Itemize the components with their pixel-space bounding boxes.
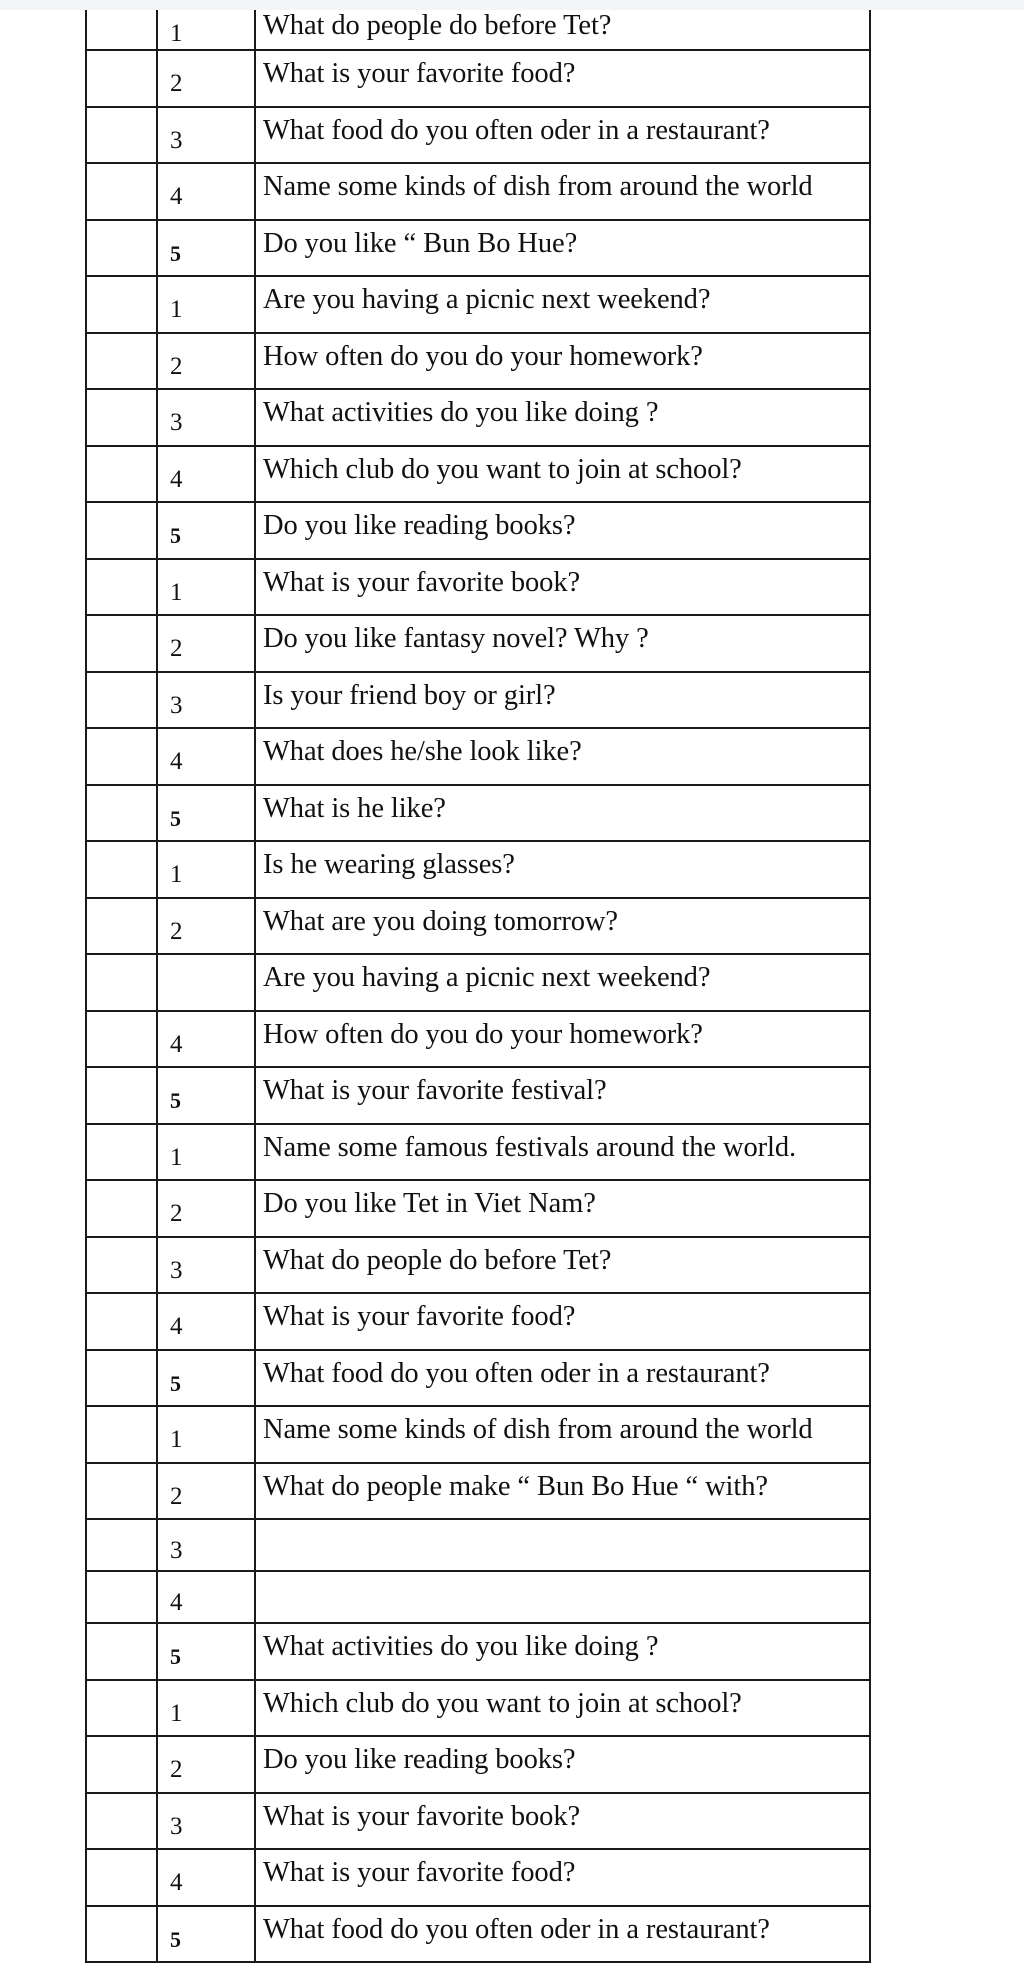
row-number: 5	[157, 220, 255, 277]
blank-cell	[86, 502, 157, 559]
table-row	[86, 954, 870, 1011]
table-row	[86, 1011, 870, 1068]
blank-cell	[86, 559, 157, 616]
row-number: 4	[157, 728, 255, 785]
question-text: What food do you often oder in a restaurant?	[255, 107, 870, 164]
row-number: 5	[157, 502, 255, 559]
row-number: 2	[157, 615, 255, 672]
blank-cell	[86, 1736, 157, 1793]
row-number: 4	[157, 1011, 255, 1068]
question-text: Do you like reading books?	[255, 1736, 870, 1793]
question-text: What do people do before Tet?	[255, 10, 870, 50]
question-text: Are you having a picnic next weekend?	[255, 954, 870, 1011]
question-text: What food do you often oder in a restaurant?	[255, 1906, 870, 1963]
blank-cell	[86, 898, 157, 955]
question-text: What is your favorite food?	[255, 50, 870, 107]
row-number: 4	[157, 1849, 255, 1906]
row-number: 5	[157, 1067, 255, 1124]
table-row	[86, 446, 870, 503]
table-row	[86, 220, 870, 277]
document-page	[0, 10, 1024, 1983]
row-number: 4	[157, 163, 255, 220]
table-row	[86, 333, 870, 390]
table-row	[86, 1736, 870, 1793]
question-text: Is your friend boy or girl?	[255, 672, 870, 729]
row-number: 4	[157, 446, 255, 503]
table-row	[86, 1571, 870, 1623]
row-number: 5	[157, 1906, 255, 1963]
blank-cell	[86, 1849, 157, 1906]
table-row	[86, 502, 870, 559]
question-text: What activities do you like doing ?	[255, 389, 870, 446]
row-number: 1	[157, 10, 255, 50]
table-row	[86, 1067, 870, 1124]
row-number: 4	[157, 1571, 255, 1623]
row-number: 3	[157, 389, 255, 446]
row-number: 2	[157, 1463, 255, 1520]
row-number: 4	[157, 1293, 255, 1350]
blank-cell	[86, 446, 157, 503]
row-number: 5	[157, 1623, 255, 1680]
blank-cell	[86, 1680, 157, 1737]
blank-cell	[86, 1571, 157, 1623]
blank-cell	[86, 1906, 157, 1963]
row-number: 2	[157, 50, 255, 107]
blank-cell	[86, 276, 157, 333]
blank-cell	[86, 163, 157, 220]
table-row	[86, 1463, 870, 1520]
question-text	[255, 1571, 870, 1623]
blank-cell	[86, 1406, 157, 1463]
table-row	[86, 163, 870, 220]
question-text: What is he like?	[255, 785, 870, 842]
blank-cell	[86, 107, 157, 164]
question-text: What do people do before Tet?	[255, 1237, 870, 1294]
question-text: What is your favorite book?	[255, 559, 870, 616]
table-row	[86, 276, 870, 333]
table-row	[86, 389, 870, 446]
question-text: Do you like reading books?	[255, 502, 870, 559]
row-number: 2	[157, 333, 255, 390]
blank-cell	[86, 954, 157, 1011]
question-text: Which club do you want to join at school?	[255, 446, 870, 503]
question-text: Are you having a picnic next weekend?	[255, 276, 870, 333]
row-number: 5	[157, 1350, 255, 1407]
blank-cell	[86, 1623, 157, 1680]
row-number: 1	[157, 1124, 255, 1181]
row-number: 3	[157, 672, 255, 729]
question-text: Name some famous festivals around the world.	[255, 1124, 870, 1181]
table-row	[86, 1680, 870, 1737]
question-text: What is your favorite book?	[255, 1793, 870, 1850]
question-text: Name some kinds of dish from around the world	[255, 1406, 870, 1463]
question-text: Which club do you want to join at school?	[255, 1680, 870, 1737]
table-row	[86, 728, 870, 785]
blank-cell	[86, 1793, 157, 1850]
blank-cell	[86, 615, 157, 672]
table-row	[86, 1124, 870, 1181]
row-number: 3	[157, 1519, 255, 1571]
table-row	[86, 1350, 870, 1407]
blank-cell	[86, 1067, 157, 1124]
blank-cell	[86, 1237, 157, 1294]
blank-cell	[86, 1519, 157, 1571]
question-text	[255, 1519, 870, 1571]
table-row	[86, 841, 870, 898]
question-text: What is your favorite festival?	[255, 1067, 870, 1124]
table-row	[86, 1623, 870, 1680]
table-row	[86, 1237, 870, 1294]
blank-cell	[86, 785, 157, 842]
table-row	[86, 1793, 870, 1850]
question-text: What do people make “ Bun Bo Hue “ with?	[255, 1463, 870, 1520]
question-text: What activities do you like doing ?	[255, 1623, 870, 1680]
row-number: 3	[157, 1237, 255, 1294]
table-row	[86, 107, 870, 164]
table-row	[86, 1849, 870, 1906]
blank-cell	[86, 389, 157, 446]
questions-table	[85, 10, 871, 1963]
row-number: 1	[157, 1406, 255, 1463]
question-text: Is he wearing glasses?	[255, 841, 870, 898]
blank-cell	[86, 10, 157, 50]
blank-cell	[86, 672, 157, 729]
table-row	[86, 559, 870, 616]
row-number: 1	[157, 276, 255, 333]
blank-cell	[86, 1293, 157, 1350]
question-text: Do you like “ Bun Bo Hue?	[255, 220, 870, 277]
question-text: What is your favorite food?	[255, 1293, 870, 1350]
table-row	[86, 898, 870, 955]
blank-cell	[86, 1011, 157, 1068]
table-row	[86, 1406, 870, 1463]
blank-cell	[86, 333, 157, 390]
table-row	[86, 1293, 870, 1350]
blank-cell	[86, 1463, 157, 1520]
table-row	[86, 615, 870, 672]
row-number: 5	[157, 785, 255, 842]
row-number: 1	[157, 841, 255, 898]
question-text: Name some kinds of dish from around the world	[255, 163, 870, 220]
row-number: 2	[157, 1180, 255, 1237]
row-number	[157, 954, 255, 1011]
row-number: 2	[157, 1736, 255, 1793]
table-row	[86, 10, 870, 50]
blank-cell	[86, 220, 157, 277]
question-text: What is your favorite food?	[255, 1849, 870, 1906]
blank-cell	[86, 728, 157, 785]
table-row	[86, 1180, 870, 1237]
question-text: What food do you often oder in a restaurant?	[255, 1350, 870, 1407]
table-row	[86, 672, 870, 729]
question-text: Do you like Tet in Viet Nam?	[255, 1180, 870, 1237]
row-number: 1	[157, 559, 255, 616]
blank-cell	[86, 50, 157, 107]
question-text: Do you like fantasy novel? Why ?	[255, 615, 870, 672]
blank-cell	[86, 1180, 157, 1237]
row-number: 3	[157, 107, 255, 164]
question-text: How often do you do your homework?	[255, 1011, 870, 1068]
blank-cell	[86, 1124, 157, 1181]
row-number: 3	[157, 1793, 255, 1850]
row-number: 2	[157, 898, 255, 955]
table-row	[86, 50, 870, 107]
question-text: What does he/she look like?	[255, 728, 870, 785]
blank-cell	[86, 1350, 157, 1407]
table-row	[86, 1519, 870, 1571]
question-text: What are you doing tomorrow?	[255, 898, 870, 955]
row-number: 1	[157, 1680, 255, 1737]
blank-cell	[86, 841, 157, 898]
question-text: How often do you do your homework?	[255, 333, 870, 390]
table-row	[86, 785, 870, 842]
table-row	[86, 1906, 870, 1963]
